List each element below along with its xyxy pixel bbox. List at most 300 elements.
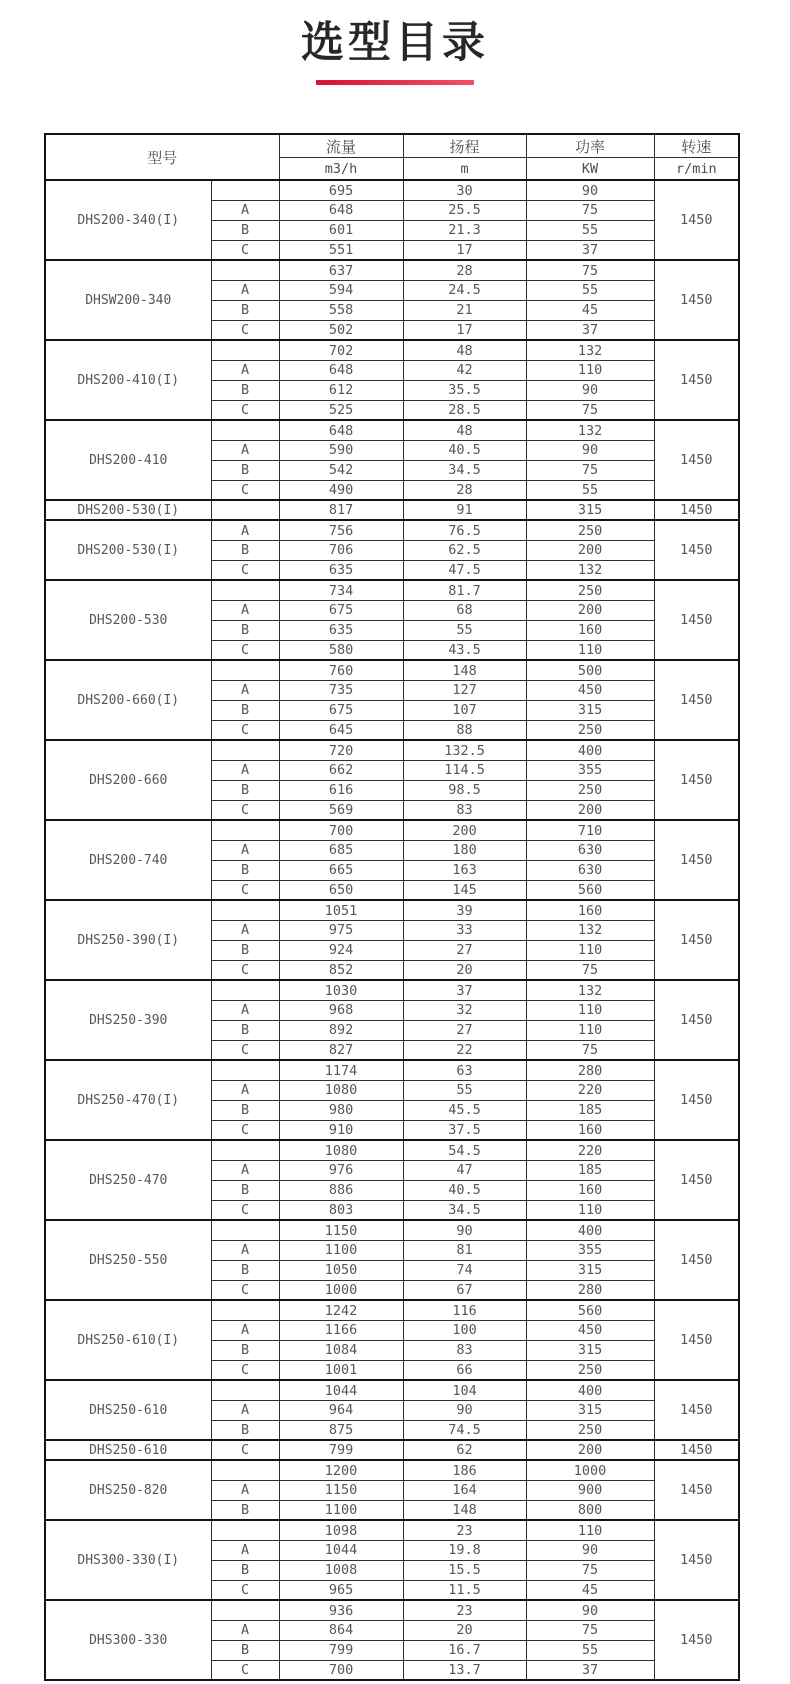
power-value-cell: 110 (526, 1200, 654, 1220)
variant-letter-cell (211, 1060, 279, 1080)
flow-value-cell: 635 (279, 560, 403, 580)
variant-letter-cell: C (211, 320, 279, 340)
variant-letter-cell (211, 1520, 279, 1540)
power-value-cell: 630 (526, 840, 654, 860)
head-value-cell: 55 (403, 1080, 526, 1100)
flow-value-cell: 734 (279, 580, 403, 600)
flow-value-cell: 1008 (279, 1560, 403, 1580)
head-value-cell: 76.5 (403, 520, 526, 540)
flow-value-cell: 1098 (279, 1520, 403, 1540)
power-value-cell: 220 (526, 1140, 654, 1160)
power-value-cell: 185 (526, 1160, 654, 1180)
flow-value-cell: 827 (279, 1040, 403, 1060)
variant-letter-cell: B (211, 1560, 279, 1580)
head-value-cell: 17 (403, 320, 526, 340)
header-power-unit: KW (526, 157, 654, 180)
header-speed: 转速 (654, 134, 739, 157)
variant-letter-cell (211, 1380, 279, 1400)
power-value-cell: 200 (526, 600, 654, 620)
flow-value-cell: 864 (279, 1620, 403, 1640)
flow-value-cell: 803 (279, 1200, 403, 1220)
model-cell: DHS250-390(I) (45, 900, 211, 980)
flow-value-cell: 760 (279, 660, 403, 680)
flow-value-cell: 975 (279, 920, 403, 940)
model-cell: DHS250-390 (45, 980, 211, 1060)
flow-value-cell: 700 (279, 820, 403, 840)
head-value-cell: 132.5 (403, 740, 526, 760)
variant-letter-cell: A (211, 920, 279, 940)
variant-letter-cell: A (211, 680, 279, 700)
head-value-cell: 20 (403, 960, 526, 980)
head-value-cell: 55 (403, 620, 526, 640)
head-value-cell: 68 (403, 600, 526, 620)
head-value-cell: 25.5 (403, 200, 526, 220)
variant-letter-cell: C (211, 560, 279, 580)
head-value-cell: 74 (403, 1260, 526, 1280)
table-row (45, 1600, 739, 1620)
power-value-cell: 75 (526, 1560, 654, 1580)
flow-value-cell: 551 (279, 240, 403, 260)
head-value-cell: 83 (403, 800, 526, 820)
variant-letter-cell: B (211, 1640, 279, 1660)
flow-value-cell: 799 (279, 1640, 403, 1660)
table-row (45, 740, 739, 760)
variant-letter-cell: B (211, 1340, 279, 1360)
head-value-cell: 63 (403, 1060, 526, 1080)
flow-value-cell: 675 (279, 700, 403, 720)
head-value-cell: 54.5 (403, 1140, 526, 1160)
flow-value-cell: 886 (279, 1180, 403, 1200)
flow-value-cell: 648 (279, 420, 403, 440)
variant-letter-cell: C (211, 800, 279, 820)
head-value-cell: 11.5 (403, 1580, 526, 1600)
head-value-cell: 13.7 (403, 1660, 526, 1680)
header-model: 型号 (45, 134, 279, 180)
head-value-cell: 66 (403, 1360, 526, 1380)
flow-value-cell: 1100 (279, 1500, 403, 1520)
head-value-cell: 40.5 (403, 440, 526, 460)
table-row (45, 900, 739, 920)
power-value-cell: 400 (526, 1380, 654, 1400)
variant-letter-cell (211, 980, 279, 1000)
head-value-cell: 34.5 (403, 460, 526, 480)
head-value-cell: 39 (403, 900, 526, 920)
speed-value-cell: 1450 (654, 1600, 739, 1680)
table-row (45, 180, 739, 200)
power-value-cell: 90 (526, 1540, 654, 1560)
head-value-cell: 186 (403, 1460, 526, 1480)
variant-letter-cell: A (211, 200, 279, 220)
head-value-cell: 180 (403, 840, 526, 860)
head-value-cell: 28 (403, 260, 526, 280)
power-value-cell: 160 (526, 1120, 654, 1140)
power-value-cell: 315 (526, 1340, 654, 1360)
model-cell: DHS200-740 (45, 820, 211, 900)
variant-letter-cell: B (211, 1500, 279, 1520)
table-row (45, 820, 739, 840)
power-value-cell: 315 (526, 1260, 654, 1280)
variant-letter-cell: A (211, 1480, 279, 1500)
speed-value-cell: 1450 (654, 740, 739, 820)
flow-value-cell: 936 (279, 1600, 403, 1620)
speed-value-cell: 1450 (654, 1140, 739, 1220)
table-row (45, 260, 739, 280)
speed-value-cell: 1450 (654, 1460, 739, 1520)
head-value-cell: 107 (403, 700, 526, 720)
flow-value-cell: 650 (279, 880, 403, 900)
table-row (45, 580, 739, 600)
table-row (45, 660, 739, 680)
flow-value-cell: 685 (279, 840, 403, 860)
speed-value-cell: 1450 (654, 260, 739, 340)
power-value-cell: 75 (526, 1620, 654, 1640)
power-value-cell: 200 (526, 800, 654, 820)
model-cell: DHS250-550 (45, 1220, 211, 1300)
table-row (45, 1380, 739, 1400)
head-value-cell: 47 (403, 1160, 526, 1180)
variant-letter-cell: C (211, 1360, 279, 1380)
head-value-cell: 114.5 (403, 760, 526, 780)
model-cell: DHS200-530 (45, 580, 211, 660)
power-value-cell: 132 (526, 340, 654, 360)
flow-value-cell: 852 (279, 960, 403, 980)
flow-value-cell: 1150 (279, 1220, 403, 1240)
variant-letter-cell: C (211, 1580, 279, 1600)
flow-value-cell: 502 (279, 320, 403, 340)
power-value-cell: 110 (526, 1520, 654, 1540)
flow-value-cell: 1001 (279, 1360, 403, 1380)
head-value-cell: 27 (403, 1020, 526, 1040)
power-value-cell: 37 (526, 1660, 654, 1680)
power-value-cell: 250 (526, 1420, 654, 1440)
power-value-cell: 75 (526, 200, 654, 220)
head-value-cell: 30 (403, 180, 526, 200)
model-cell: DHS200-340(I) (45, 180, 211, 260)
table-row (45, 500, 739, 520)
variant-letter-cell: C (211, 1200, 279, 1220)
head-value-cell: 27 (403, 940, 526, 960)
variant-letter-cell: C (211, 400, 279, 420)
header-flow: 流量 (279, 134, 403, 157)
head-value-cell: 16.7 (403, 1640, 526, 1660)
head-value-cell: 21.3 (403, 220, 526, 240)
flow-value-cell: 756 (279, 520, 403, 540)
flow-value-cell: 695 (279, 180, 403, 200)
variant-letter-cell: B (211, 860, 279, 880)
flow-value-cell: 1100 (279, 1240, 403, 1260)
flow-value-cell: 662 (279, 760, 403, 780)
power-value-cell: 560 (526, 1300, 654, 1320)
flow-value-cell: 817 (279, 500, 403, 520)
variant-letter-cell: C (211, 880, 279, 900)
header-head: 扬程 (403, 134, 526, 157)
power-value-cell: 400 (526, 1220, 654, 1240)
power-value-cell: 110 (526, 1000, 654, 1020)
power-value-cell: 55 (526, 1640, 654, 1660)
model-cell: DHS200-410 (45, 420, 211, 500)
power-value-cell: 75 (526, 960, 654, 980)
speed-value-cell: 1450 (654, 180, 739, 260)
power-value-cell: 200 (526, 1440, 654, 1460)
flow-value-cell: 1050 (279, 1260, 403, 1280)
model-cell: DHS200-530(I) (45, 500, 211, 520)
power-value-cell: 250 (526, 720, 654, 740)
variant-letter-cell: B (211, 460, 279, 480)
variant-letter-cell: C (211, 1280, 279, 1300)
flow-value-cell: 980 (279, 1100, 403, 1120)
variant-letter-cell (211, 1300, 279, 1320)
variant-letter-cell: A (211, 440, 279, 460)
flow-value-cell: 590 (279, 440, 403, 460)
flow-value-cell: 525 (279, 400, 403, 420)
head-value-cell: 98.5 (403, 780, 526, 800)
power-value-cell: 315 (526, 700, 654, 720)
head-value-cell: 88 (403, 720, 526, 740)
variant-letter-cell: A (211, 840, 279, 860)
flow-value-cell: 675 (279, 600, 403, 620)
header-flow-unit: m3/h (279, 157, 403, 180)
table-row (45, 1060, 739, 1080)
flow-value-cell: 1080 (279, 1080, 403, 1100)
table-row (45, 1140, 739, 1160)
flow-value-cell: 964 (279, 1400, 403, 1420)
flow-value-cell: 1084 (279, 1340, 403, 1360)
head-value-cell: 62.5 (403, 540, 526, 560)
head-value-cell: 100 (403, 1320, 526, 1340)
speed-value-cell: 1450 (654, 820, 739, 900)
power-value-cell: 110 (526, 940, 654, 960)
head-value-cell: 90 (403, 1220, 526, 1240)
flow-value-cell: 702 (279, 340, 403, 360)
power-value-cell: 160 (526, 900, 654, 920)
head-value-cell: 45.5 (403, 1100, 526, 1120)
flow-value-cell: 1051 (279, 900, 403, 920)
table-row (45, 980, 739, 1000)
flow-value-cell: 910 (279, 1120, 403, 1140)
power-value-cell: 315 (526, 500, 654, 520)
table-body (45, 180, 739, 1680)
flow-value-cell: 976 (279, 1160, 403, 1180)
power-value-cell: 280 (526, 1060, 654, 1080)
power-value-cell: 250 (526, 1360, 654, 1380)
power-value-cell: 500 (526, 660, 654, 680)
head-value-cell: 22 (403, 1040, 526, 1060)
power-value-cell: 450 (526, 680, 654, 700)
flow-value-cell: 645 (279, 720, 403, 740)
variant-letter-cell (211, 740, 279, 760)
head-value-cell: 20 (403, 1620, 526, 1640)
variant-letter-cell: A (211, 1400, 279, 1420)
power-value-cell: 132 (526, 920, 654, 940)
power-value-cell: 55 (526, 480, 654, 500)
flow-value-cell: 1000 (279, 1280, 403, 1300)
model-cell: DHS200-660 (45, 740, 211, 820)
head-value-cell: 28 (403, 480, 526, 500)
flow-value-cell: 542 (279, 460, 403, 480)
model-cell: DHS250-610(I) (45, 1300, 211, 1380)
power-value-cell: 250 (526, 580, 654, 600)
variant-letter-cell: B (211, 300, 279, 320)
power-value-cell: 110 (526, 360, 654, 380)
variant-letter-cell: A (211, 760, 279, 780)
power-value-cell: 90 (526, 1600, 654, 1620)
power-value-cell: 200 (526, 540, 654, 560)
flow-value-cell: 924 (279, 940, 403, 960)
variant-letter-cell (211, 180, 279, 200)
table-row (45, 1520, 739, 1540)
model-cell: DHS250-610 (45, 1380, 211, 1440)
head-value-cell: 116 (403, 1300, 526, 1320)
variant-letter-cell: B (211, 620, 279, 640)
head-value-cell: 23 (403, 1600, 526, 1620)
variant-letter-cell: A (211, 1620, 279, 1640)
speed-value-cell: 1450 (654, 420, 739, 500)
variant-letter-cell (211, 1600, 279, 1620)
head-value-cell: 33 (403, 920, 526, 940)
flow-value-cell: 665 (279, 860, 403, 880)
variant-letter-cell: C (211, 1120, 279, 1140)
power-value-cell: 710 (526, 820, 654, 840)
flow-value-cell: 569 (279, 800, 403, 820)
flow-value-cell: 1242 (279, 1300, 403, 1320)
variant-letter-cell: A (211, 520, 279, 540)
variant-letter-cell (211, 900, 279, 920)
variant-letter-cell: B (211, 1020, 279, 1040)
speed-value-cell: 1450 (654, 980, 739, 1060)
head-value-cell: 32 (403, 1000, 526, 1020)
model-cell: DHSW200-340 (45, 260, 211, 340)
head-value-cell: 67 (403, 1280, 526, 1300)
speed-value-cell: 1450 (654, 500, 739, 520)
flow-value-cell: 875 (279, 1420, 403, 1440)
power-value-cell: 450 (526, 1320, 654, 1340)
flow-value-cell: 601 (279, 220, 403, 240)
variant-letter-cell (211, 1140, 279, 1160)
power-value-cell: 45 (526, 300, 654, 320)
speed-value-cell: 1450 (654, 1440, 739, 1460)
power-value-cell: 75 (526, 400, 654, 420)
table-row (45, 340, 739, 360)
power-value-cell: 800 (526, 1500, 654, 1520)
head-value-cell: 28.5 (403, 400, 526, 420)
variant-letter-cell: A (211, 1240, 279, 1260)
power-value-cell: 55 (526, 280, 654, 300)
flow-value-cell: 612 (279, 380, 403, 400)
flow-value-cell: 1200 (279, 1460, 403, 1480)
head-value-cell: 200 (403, 820, 526, 840)
head-value-cell: 148 (403, 660, 526, 680)
flow-value-cell: 490 (279, 480, 403, 500)
power-value-cell: 560 (526, 880, 654, 900)
power-value-cell: 250 (526, 520, 654, 540)
flow-value-cell: 968 (279, 1000, 403, 1020)
table-row (45, 1440, 739, 1460)
flow-value-cell: 1150 (279, 1480, 403, 1500)
power-value-cell: 1000 (526, 1460, 654, 1480)
variant-letter-cell (211, 260, 279, 280)
power-value-cell: 315 (526, 1400, 654, 1420)
variant-letter-cell: B (211, 1420, 279, 1440)
speed-value-cell: 1450 (654, 1380, 739, 1440)
variant-letter-cell: C (211, 640, 279, 660)
variant-letter-cell: A (211, 1160, 279, 1180)
model-cell: DHS250-820 (45, 1460, 211, 1520)
header-power: 功率 (526, 134, 654, 157)
head-value-cell: 37 (403, 980, 526, 1000)
table-row (45, 520, 739, 540)
variant-letter-cell: A (211, 1000, 279, 1020)
flow-value-cell: 1166 (279, 1320, 403, 1340)
flow-value-cell: 637 (279, 260, 403, 280)
model-cell: DHS300-330 (45, 1600, 211, 1680)
table-row (45, 420, 739, 440)
speed-value-cell: 1450 (654, 1220, 739, 1300)
variant-letter-cell: B (211, 780, 279, 800)
head-value-cell: 43.5 (403, 640, 526, 660)
power-value-cell: 355 (526, 1240, 654, 1260)
variant-letter-cell: A (211, 360, 279, 380)
variant-letter-cell: C (211, 240, 279, 260)
power-value-cell: 90 (526, 440, 654, 460)
page-title: 选型目录 (301, 18, 489, 68)
model-cell: DHS250-470(I) (45, 1060, 211, 1140)
power-value-cell: 900 (526, 1480, 654, 1500)
head-value-cell: 74.5 (403, 1420, 526, 1440)
power-value-cell: 55 (526, 220, 654, 240)
speed-value-cell: 1450 (654, 660, 739, 740)
model-cell: DHS250-470 (45, 1140, 211, 1220)
head-value-cell: 17 (403, 240, 526, 260)
power-value-cell: 45 (526, 1580, 654, 1600)
head-value-cell: 21 (403, 300, 526, 320)
head-value-cell: 81.7 (403, 580, 526, 600)
head-value-cell: 48 (403, 340, 526, 360)
power-value-cell: 400 (526, 740, 654, 760)
flow-value-cell: 635 (279, 620, 403, 640)
variant-letter-cell: B (211, 540, 279, 560)
power-value-cell: 280 (526, 1280, 654, 1300)
head-value-cell: 24.5 (403, 280, 526, 300)
power-value-cell: 90 (526, 380, 654, 400)
title-underline-accent (316, 80, 474, 85)
flow-value-cell: 720 (279, 740, 403, 760)
power-value-cell: 110 (526, 640, 654, 660)
power-value-cell: 75 (526, 460, 654, 480)
variant-letter-cell: C (211, 960, 279, 980)
table-header (45, 134, 739, 180)
variant-letter-cell (211, 340, 279, 360)
power-value-cell: 132 (526, 980, 654, 1000)
speed-value-cell: 1450 (654, 580, 739, 660)
power-value-cell: 185 (526, 1100, 654, 1120)
variant-letter-cell: A (211, 600, 279, 620)
head-value-cell: 40.5 (403, 1180, 526, 1200)
speed-value-cell: 1450 (654, 1300, 739, 1380)
power-value-cell: 160 (526, 620, 654, 640)
power-value-cell: 355 (526, 760, 654, 780)
variant-letter-cell: B (211, 700, 279, 720)
variant-letter-cell (211, 660, 279, 680)
header-head-unit: m (403, 157, 526, 180)
pump-selection-table (44, 133, 740, 1681)
variant-letter-cell: A (211, 1320, 279, 1340)
power-value-cell: 37 (526, 240, 654, 260)
power-value-cell: 160 (526, 1180, 654, 1200)
power-value-cell: 110 (526, 1020, 654, 1040)
model-cell: DHS200-530(I) (45, 520, 211, 580)
head-value-cell: 164 (403, 1480, 526, 1500)
variant-letter-cell: B (211, 1180, 279, 1200)
